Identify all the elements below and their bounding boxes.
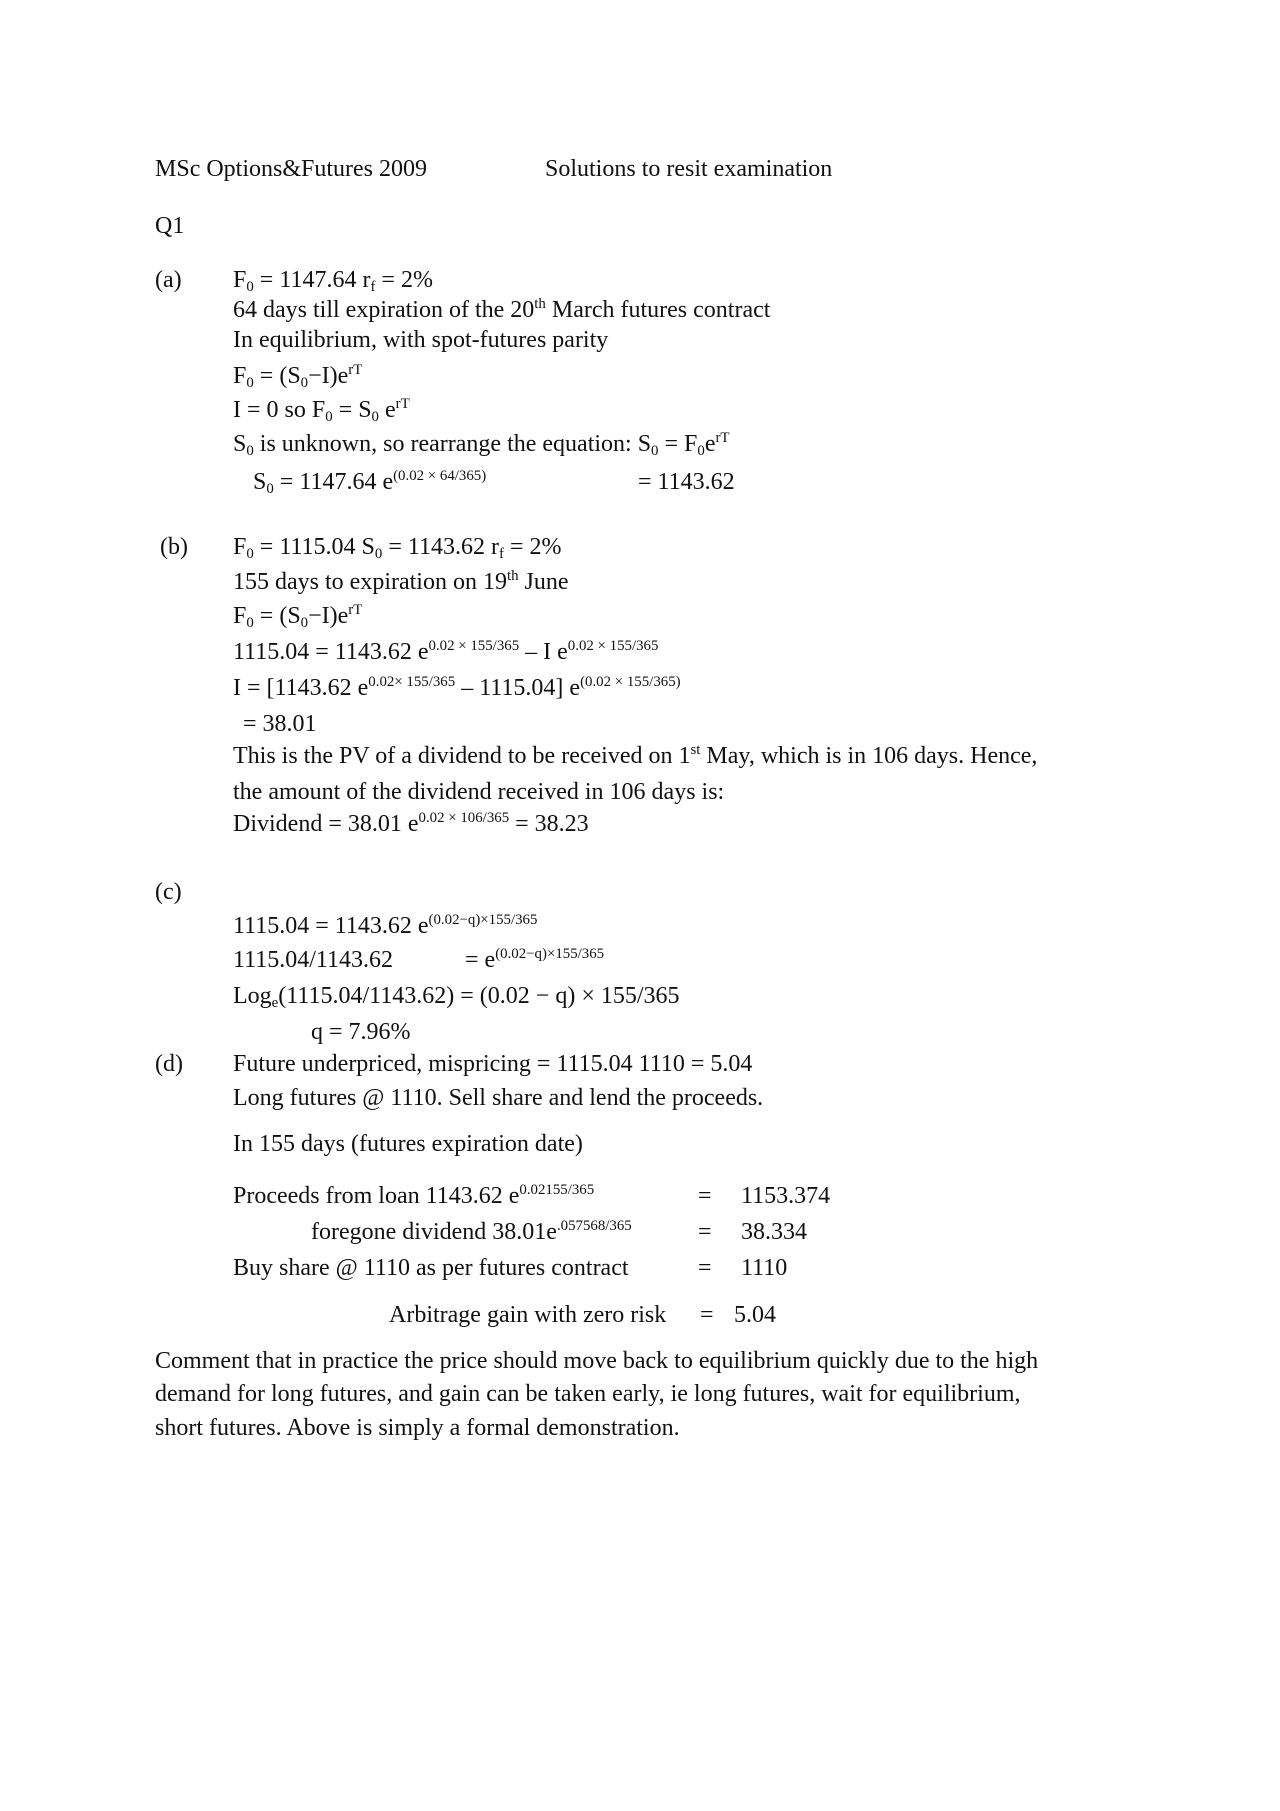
part-d-line-3: In 155 days (futures expiration date)	[233, 1131, 583, 1157]
dividend-row-label: foregone dividend $38.01e^{.057568/365}$	[311, 1217, 632, 1245]
part-b-line-1: $F_0 = 1115.04$ $S_0 = 1143.62$ $r_f = 2\%$	[233, 534, 562, 563]
part-c-line-2a: 1115.04/1143.62	[233, 947, 393, 973]
part-b-paragraph-2: the amount of the dividend received in 106 days is:	[233, 779, 725, 805]
part-b-paragraph-1: This is the PV of a dividend to be received on 1st May, which is in 106 days. Hence,	[233, 741, 1038, 769]
arbitrage-total-label: Arbitrage gain with zero risk	[389, 1302, 667, 1328]
part-c-line-1: 1115.04 = 1143.62 $e^{(0.02-q)\times 155/365}$	[233, 911, 538, 939]
dividend-row-value: 38.334	[741, 1219, 807, 1245]
part-a-line-1: $F_0 = 1147.64$ $r_f = 2\%$	[233, 267, 433, 296]
proceeds-row-equals: =	[698, 1183, 712, 1209]
comment-line-1: Comment that in practice the price should move back to equilibrium quickly due to the high	[155, 1348, 1039, 1374]
buy-share-row-label: Buy share @ 1110 as per futures contract	[233, 1255, 629, 1281]
dividend-row-equals: =	[698, 1219, 712, 1245]
part-b-line-3: $F_0 = (S_0-I)e^{rT}$	[233, 601, 363, 632]
buy-share-row-value: 1110	[741, 1255, 788, 1281]
part-a-line-4: $F_0 = (S_0-I)e^{rT}$	[233, 361, 363, 392]
part-a-line-6: $S_0$ is unknown, so rearrange the equation: $S_0 = F_0e^{rT}$	[233, 429, 730, 460]
proceeds-row-label: Proceeds from loan 1143.62 $e^{0.02155/365}$	[233, 1181, 595, 1209]
part-b-line-2: 155 days to expiration on 19th June	[233, 567, 569, 595]
part-c-result: q = 7.96%	[311, 1019, 411, 1045]
question-number: Q1	[155, 213, 185, 239]
part-a-label: (a)	[155, 267, 182, 293]
part-b-line-5: I = [1143.62 $e^{0.02\times 155/365} - 1115.04$] $e^{(0.02 \times 155/365)}$	[233, 673, 681, 701]
part-d-line-2: Long futures @ 1110. Sell share and lend the proceeds.	[233, 1085, 764, 1111]
part-a-result: = 1143.62	[638, 469, 735, 495]
part-a-line-3: In equilibrium, with spot-futures parity	[233, 327, 609, 353]
course-title: MSc Options&Futures 2009	[155, 156, 428, 182]
arbitrage-total-value: 5.04	[734, 1302, 776, 1328]
part-d-label: (d)	[155, 1051, 183, 1077]
document-title: Solutions to resit examination	[545, 156, 833, 182]
part-a-line-2: 64 days till expiration of the 20th March futures contract	[233, 295, 771, 323]
part-b-line-4: 1115.04 = 1143.62 $e^{0.02 \times 155/365}$ – I $e^{0.02 \times 155/365}$	[233, 637, 659, 665]
part-c-line-3: Log$_e$(1115.04/1143.62) = (0.02 − q) × 155/365	[233, 983, 680, 1012]
comment-line-2: demand for long futures, and gain can be taken early, ie long futures, wait for equilibrium,	[155, 1381, 1021, 1407]
part-b-line-6: = 38.01	[243, 711, 317, 737]
part-a-line-7: $S_0 = 1147.64$ $e^{(0.02 \times 64/365)}$	[253, 467, 487, 498]
proceeds-row-value: 1153.374	[741, 1183, 831, 1209]
part-b-label: (b)	[160, 534, 188, 560]
part-b-line-8: Dividend = 38.01 $e^{0.02 \times 106/365} = 38.23$	[233, 809, 589, 837]
buy-share-row-equals: =	[698, 1255, 712, 1281]
part-c-line-2b: = $e^{(0.02-q)\times 155/365}$	[465, 945, 605, 973]
arbitrage-total-equals: =	[700, 1302, 714, 1328]
part-a-line-5: I = 0 so $F_0 = S_0$ $e^{rT}$	[233, 395, 410, 426]
part-d-line-1: Future underpriced, mispricing = 1115.04 1110 = 5.04	[233, 1051, 753, 1077]
part-c-label: (c)	[155, 879, 182, 905]
comment-line-3: short futures. Above is simply a formal demonstration.	[155, 1415, 680, 1441]
